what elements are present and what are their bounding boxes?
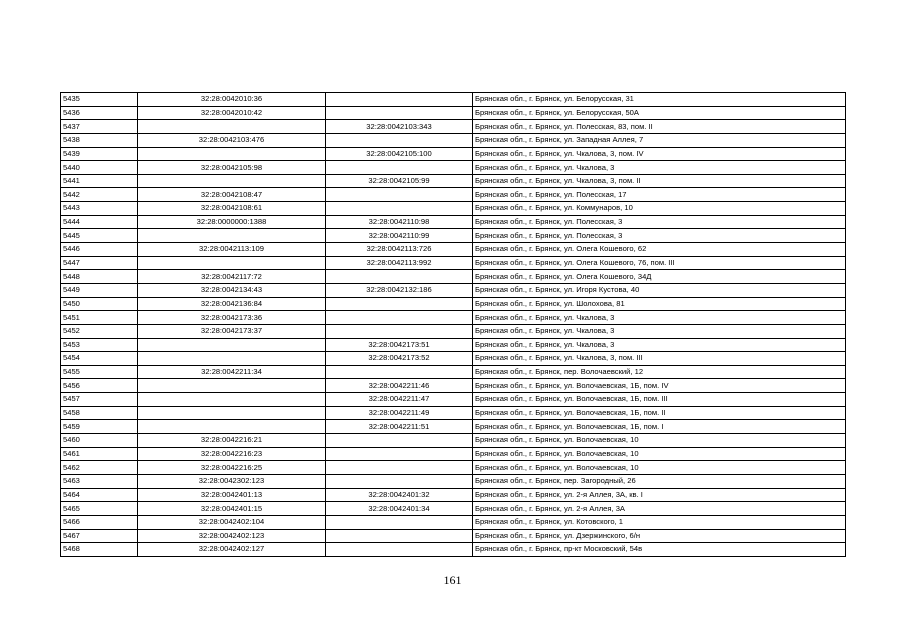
address-cell: Брянская обл., г. Брянск, пр-кт Московский, 54в: [473, 543, 846, 557]
cadastral-number-cell: 32:28:0042105:98: [138, 161, 326, 175]
row-number-cell: 5446: [61, 243, 138, 257]
table-row: [61, 120, 846, 134]
row-number-cell: 5441: [61, 174, 138, 188]
object-cadastral-number-cell: [326, 434, 473, 448]
table-row: [61, 133, 846, 147]
cadastral-number-cell: [138, 120, 326, 134]
cadastral-number-cell: 32:28:0042113:109: [138, 243, 326, 257]
cadastral-number-cell: [138, 174, 326, 188]
object-cadastral-number-cell: [326, 188, 473, 202]
table-row: [61, 215, 846, 229]
table-row: [61, 338, 846, 352]
address-cell: Брянская обл., г. Брянск, ул. Волочаевская, 1Б, пом. III: [473, 393, 846, 407]
cadastral-number-cell: 32:28:0042402:123: [138, 529, 326, 543]
row-number-cell: 5452: [61, 324, 138, 338]
cadastral-number-cell: 32:28:0042216:23: [138, 447, 326, 461]
row-number-cell: 5442: [61, 188, 138, 202]
row-number-cell: 5455: [61, 365, 138, 379]
cadastral-number-cell: 32:28:0042401:15: [138, 502, 326, 516]
cadastral-number-cell: 32:28:0042134:43: [138, 283, 326, 297]
address-cell: Брянская обл., г. Брянск, ул. Чкалова, 3: [473, 324, 846, 338]
cadastral-number-cell: 32:28:0042108:47: [138, 188, 326, 202]
object-cadastral-number-cell: [326, 93, 473, 107]
cadastral-number-cell: 32:28:0042211:34: [138, 365, 326, 379]
object-cadastral-number-cell: [326, 202, 473, 216]
address-cell: Брянская обл., г. Брянск, ул. Полесская, 3: [473, 215, 846, 229]
row-number-cell: 5444: [61, 215, 138, 229]
table-row: [61, 393, 846, 407]
table-row: [61, 311, 846, 325]
row-number-cell: 5447: [61, 256, 138, 270]
row-number-cell: 5459: [61, 420, 138, 434]
object-cadastral-number-cell: 32:28:0042173:52: [326, 352, 473, 366]
address-cell: Брянская обл., г. Брянск, ул. Чкалова, 3: [473, 311, 846, 325]
address-cell: Брянская обл., г. Брянск, ул. Чкалова, 3: [473, 161, 846, 175]
row-number-cell: 5461: [61, 447, 138, 461]
cadastral-number-cell: 32:28:0042136:84: [138, 297, 326, 311]
address-cell: Брянская обл., г. Брянск, ул. Волочаевская, 10: [473, 461, 846, 475]
object-cadastral-number-cell: [326, 365, 473, 379]
row-number-cell: 5460: [61, 434, 138, 448]
address-cell: Брянская обл., г. Брянск, ул. 2-я Аллея, 3А, кв. I: [473, 488, 846, 502]
cadastral-number-cell: 32:28:0042117:72: [138, 270, 326, 284]
row-number-cell: 5464: [61, 488, 138, 502]
object-cadastral-number-cell: [326, 543, 473, 557]
table-row: [61, 188, 846, 202]
row-number-cell: 5450: [61, 297, 138, 311]
address-cell: Брянская обл., г. Брянск, ул. Волочаевская, 1Б, пом. I: [473, 420, 846, 434]
object-cadastral-number-cell: [326, 324, 473, 338]
cadastral-number-cell: 32:28:0000000:1388: [138, 215, 326, 229]
object-cadastral-number-cell: 32:28:0042211:51: [326, 420, 473, 434]
row-number-cell: 5456: [61, 379, 138, 393]
object-cadastral-number-cell: [326, 529, 473, 543]
cadastral-number-cell: [138, 147, 326, 161]
registry-table: [60, 92, 846, 557]
table-row: [61, 324, 846, 338]
table-row: [61, 502, 846, 516]
table-row: [61, 488, 846, 502]
address-cell: Брянская обл., г. Брянск, ул. Волочаевская, 1Б, пом. IV: [473, 379, 846, 393]
table-row: [61, 529, 846, 543]
row-number-cell: 5463: [61, 474, 138, 488]
address-cell: Брянская обл., г. Брянск, ул. Котовского, 1: [473, 515, 846, 529]
object-cadastral-number-cell: 32:28:0042401:32: [326, 488, 473, 502]
cadastral-number-cell: 32:28:0042103:476: [138, 133, 326, 147]
table-row: [61, 365, 846, 379]
address-cell: Брянская обл., г. Брянск, ул. Полесская, 83, пом. II: [473, 120, 846, 134]
address-cell: Брянская обл., г. Брянск, ул. Дзержинского, 6/н: [473, 529, 846, 543]
address-cell: Брянская обл., г. Брянск, ул. Белорусская, 50А: [473, 106, 846, 120]
address-cell: Брянская обл., г. Брянск, ул. Олега Кошевого, 76, пом. III: [473, 256, 846, 270]
object-cadastral-number-cell: 32:28:0042103:343: [326, 120, 473, 134]
cadastral-number-cell: 32:28:0042216:25: [138, 461, 326, 475]
cadastral-number-cell: 32:28:0042402:127: [138, 543, 326, 557]
table-row: [61, 283, 846, 297]
cadastral-number-cell: [138, 352, 326, 366]
object-cadastral-number-cell: 32:28:0042113:992: [326, 256, 473, 270]
object-cadastral-number-cell: [326, 474, 473, 488]
cadastral-number-cell: 32:28:0042108:61: [138, 202, 326, 216]
row-number-cell: 5437: [61, 120, 138, 134]
table-row: [61, 447, 846, 461]
table-row: [61, 256, 846, 270]
row-number-cell: 5462: [61, 461, 138, 475]
address-cell: Брянская обл., г. Брянск, ул. Полесская, 17: [473, 188, 846, 202]
object-cadastral-number-cell: 32:28:0042105:99: [326, 174, 473, 188]
object-cadastral-number-cell: [326, 297, 473, 311]
table-row: [61, 434, 846, 448]
cadastral-number-cell: [138, 256, 326, 270]
cadastral-number-cell: 32:28:0042010:42: [138, 106, 326, 120]
address-cell: Брянская обл., г. Брянск, ул. 2-я Аллея, 3А: [473, 502, 846, 516]
table-row: [61, 297, 846, 311]
address-cell: Брянская обл., г. Брянск, пер. Загородный, 26: [473, 474, 846, 488]
row-number-cell: 5440: [61, 161, 138, 175]
object-cadastral-number-cell: [326, 106, 473, 120]
row-number-cell: 5443: [61, 202, 138, 216]
cadastral-number-cell: [138, 406, 326, 420]
object-cadastral-number-cell: 32:28:0042110:98: [326, 215, 473, 229]
table-row: [61, 543, 846, 557]
address-cell: Брянская обл., г. Брянск, ул. Волочаевская, 10: [473, 447, 846, 461]
object-cadastral-number-cell: 32:28:0042211:46: [326, 379, 473, 393]
row-number-cell: 5445: [61, 229, 138, 243]
cadastral-number-cell: [138, 338, 326, 352]
table-row: [61, 229, 846, 243]
address-cell: Брянская обл., г. Брянск, ул. Чкалова, 3, пом. IV: [473, 147, 846, 161]
cadastral-number-cell: 32:28:0042173:36: [138, 311, 326, 325]
table-row: [61, 420, 846, 434]
address-cell: Брянская обл., г. Брянск, ул. Белорусская, 31: [473, 93, 846, 107]
table-row: [61, 474, 846, 488]
address-cell: Брянская обл., г. Брянск, ул. Волочаевская, 10: [473, 434, 846, 448]
cadastral-number-cell: 32:28:0042010:36: [138, 93, 326, 107]
row-number-cell: 5468: [61, 543, 138, 557]
row-number-cell: 5438: [61, 133, 138, 147]
row-number-cell: 5458: [61, 406, 138, 420]
cadastral-number-cell: 32:28:0042302:123: [138, 474, 326, 488]
object-cadastral-number-cell: [326, 311, 473, 325]
table-row: [61, 270, 846, 284]
table-row: [61, 147, 846, 161]
object-cadastral-number-cell: [326, 161, 473, 175]
address-cell: Брянская обл., г. Брянск, ул. Волочаевская, 1Б, пом. II: [473, 406, 846, 420]
object-cadastral-number-cell: [326, 461, 473, 475]
row-number-cell: 5436: [61, 106, 138, 120]
row-number-cell: 5454: [61, 352, 138, 366]
row-number-cell: 5457: [61, 393, 138, 407]
address-cell: Брянская обл., г. Брянск, ул. Коммунаров, 10: [473, 202, 846, 216]
table-row: [61, 461, 846, 475]
table-row: [61, 515, 846, 529]
object-cadastral-number-cell: [326, 270, 473, 284]
table-row: [61, 161, 846, 175]
object-cadastral-number-cell: 32:28:0042211:47: [326, 393, 473, 407]
address-cell: Брянская обл., г. Брянск, ул. Чкалова, 3, пом. III: [473, 352, 846, 366]
address-cell: Брянская обл., г. Брянск, ул. Олега Кошевого, 62: [473, 243, 846, 257]
address-cell: Брянская обл., г. Брянск, ул. Олега Кошевого, 34Д: [473, 270, 846, 284]
address-cell: Брянская обл., г. Брянск, ул. Полесская, 3: [473, 229, 846, 243]
address-cell: Брянская обл., г. Брянск, ул. Игоря Кустова, 40: [473, 283, 846, 297]
row-number-cell: 5439: [61, 147, 138, 161]
registry-table-body: [61, 93, 846, 557]
table-row: [61, 243, 846, 257]
table-row: [61, 202, 846, 216]
table-row: [61, 106, 846, 120]
object-cadastral-number-cell: 32:28:0042132:186: [326, 283, 473, 297]
row-number-cell: 5448: [61, 270, 138, 284]
object-cadastral-number-cell: 32:28:0042401:34: [326, 502, 473, 516]
address-cell: Брянская обл., г. Брянск, ул. Шолохова, 81: [473, 297, 846, 311]
row-number-cell: 5465: [61, 502, 138, 516]
object-cadastral-number-cell: 32:28:0042173:51: [326, 338, 473, 352]
table-row: [61, 174, 846, 188]
table-row: [61, 352, 846, 366]
object-cadastral-number-cell: 32:28:0042105:100: [326, 147, 473, 161]
row-number-cell: 5467: [61, 529, 138, 543]
object-cadastral-number-cell: 32:28:0042113:726: [326, 243, 473, 257]
object-cadastral-number-cell: [326, 515, 473, 529]
cadastral-number-cell: [138, 393, 326, 407]
address-cell: Брянская обл., г. Брянск, ул. Чкалова, 3, пом. II: [473, 174, 846, 188]
cadastral-number-cell: [138, 379, 326, 393]
row-number-cell: 5453: [61, 338, 138, 352]
row-number-cell: 5449: [61, 283, 138, 297]
cadastral-number-cell: 32:28:0042216:21: [138, 434, 326, 448]
address-cell: Брянская обл., г. Брянск, пер. Волочаевский, 12: [473, 365, 846, 379]
row-number-cell: 5451: [61, 311, 138, 325]
cadastral-number-cell: [138, 229, 326, 243]
object-cadastral-number-cell: [326, 447, 473, 461]
row-number-cell: 5466: [61, 515, 138, 529]
cadastral-number-cell: 32:28:0042173:37: [138, 324, 326, 338]
cadastral-number-cell: 32:28:0042401:13: [138, 488, 326, 502]
table-row: [61, 406, 846, 420]
row-number-cell: 5435: [61, 93, 138, 107]
cadastral-number-cell: [138, 420, 326, 434]
table-row: [61, 379, 846, 393]
object-cadastral-number-cell: [326, 133, 473, 147]
page-number: 161: [443, 573, 462, 587]
object-cadastral-number-cell: 32:28:0042211:49: [326, 406, 473, 420]
object-cadastral-number-cell: 32:28:0042110:99: [326, 229, 473, 243]
table-row: [61, 93, 846, 107]
address-cell: Брянская обл., г. Брянск, ул. Западная Аллея, 7: [473, 133, 846, 147]
cadastral-number-cell: 32:28:0042402:104: [138, 515, 326, 529]
address-cell: Брянская обл., г. Брянск, ул. Чкалова, 3: [473, 338, 846, 352]
